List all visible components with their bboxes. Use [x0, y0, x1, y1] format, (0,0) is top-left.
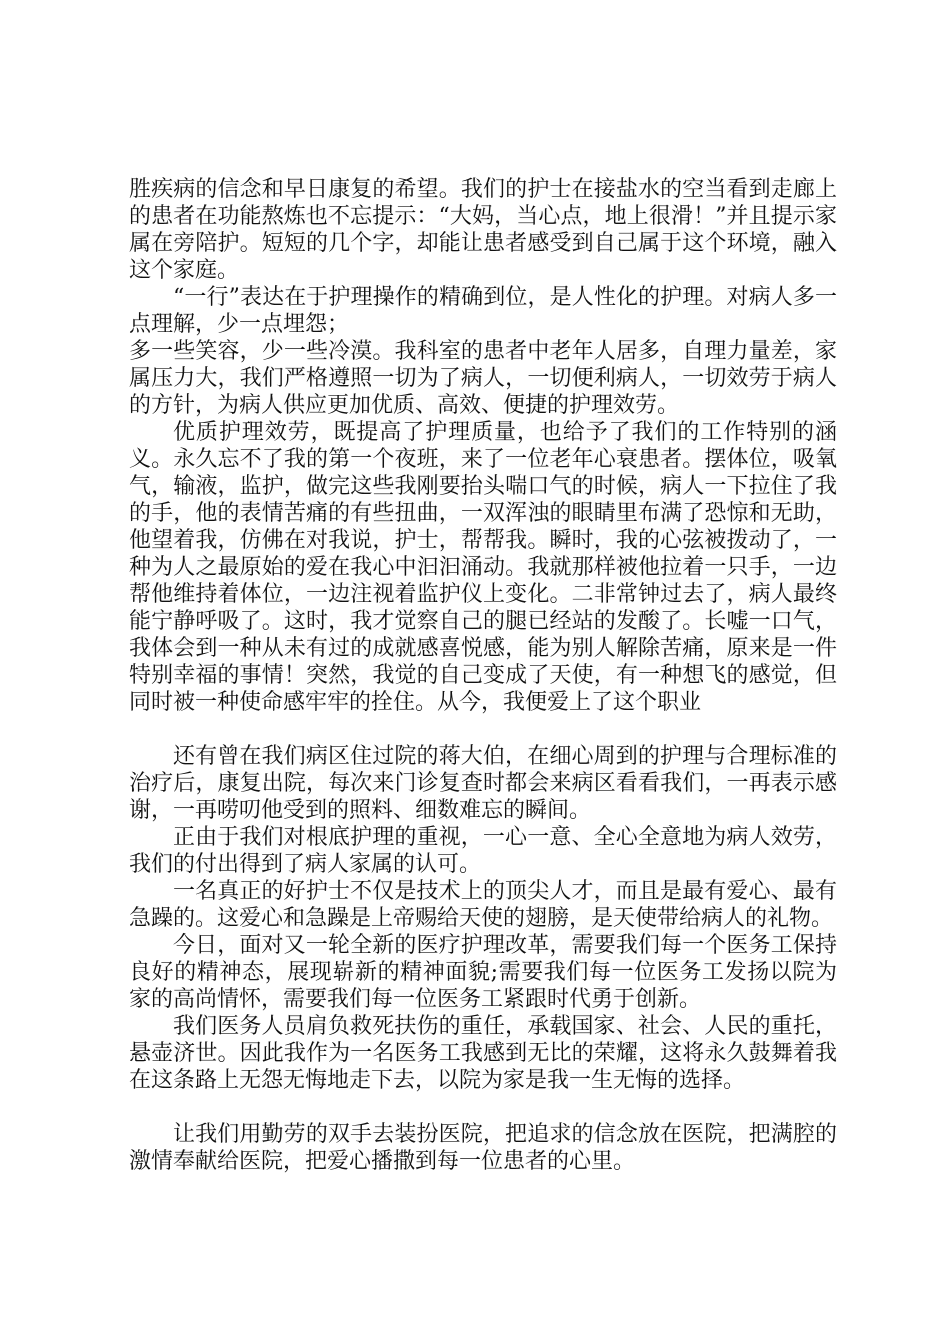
paragraph: 多一些笑容，少一些冷漠。我科室的患者中老年人居多，自理力量差，家属压力大，我们严格遵照一切为了病人，一切便利病人，一切效劳于病人的方针，为病人供应更加优质、高效、便捷的护理效劳。	[129, 339, 837, 418]
paragraph: 今日，面对又一轮全新的医疗护理改革，需要我们每一个医务工保持良好的精神态，展现崭新的精神面貌;需要我们每一位医务工发扬以院为家的高尚情怀，需要我们每一位医务工紧跟时代勇于创新。	[129, 933, 837, 1012]
paragraph: 还有曾在我们病区住过院的蒋大伯，在细心周到的护理与合理标准的治疗后，康复出院，每次来门诊复查时都会来病区看看我们，一再表示感谢，一再唠叨他受到的照料、细数难忘的瞬间。	[129, 744, 837, 823]
paragraph: 一名真正的好护士不仅是技术上的顶尖人才，而且是最有爱心、最有急躁的。这爱心和急躁是上帝赐给天使的翅膀，是天使带给病人的礼物。	[129, 879, 837, 931]
paragraph: 我们医务人员肩负救死扶伤的重任，承载国家、社会、人民的重托，悬壶济世。因此我作为一名医务工我感到无比的荣耀，这将永久鼓舞着我在这条路上无怨无悔地走下去，以院为家是我一生无悔的选择。	[129, 1014, 837, 1093]
document-body	[129, 176, 837, 1175]
paragraph: 正由于我们对根底护理的重视，一心一意、全心全意地为病人效劳，我们的付出得到了病人家属的认可。	[129, 825, 837, 877]
paragraph: 胜疾病的信念和早日康复的希望。我们的护士在接盐水的空当看到走廊上的患者在功能熬炼也不忘提示：“大妈，当心点，地上很滑！”并且提示家属在旁陪护。短短的几个字，却能让患者感受到自己属于这个环境，融入这个家庭。	[129, 177, 837, 283]
blank-line	[129, 1094, 837, 1121]
paragraph: “一行”表达在于护理操作的精确到位，是人性化的护理。对病人多一点理解，少一点埋怨；	[129, 285, 837, 337]
paragraph: 优质护理效劳，既提高了护理质量，也给予了我们的工作特别的涵义。永久忘不了我的第一个夜班，来了一位老年心衰患者。摆体位，吸氧气，输液，监护，做完这些我刚要抬头喘口气的时候，病人一下拉住了我的手，他的表情苦痛的有些扭曲，一双浑浊的眼睛里布满了恐惊和无助，他望着我，仿佛在对我说，护士，帮帮我。瞬时，我的心弦被拨动了，一种为人之最原始的爱在我心中汩汩涌动。我就那样被他拉着一只手，一边帮他维持着体位，一边注视着监护仪上变化。二非常钟过去了，病人最终能宁静呼吸了。这时，我才觉察自己的腿已经站的发酸了。长嘘一口气，我体会到一种从未有过的成就感喜悦感，能为别人解除苦痛，原来是一件特别幸福的事情！突然，我觉的自己变成了天使，有一种想飞的感觉，但同时被一种使命感牢牢的拴住。从今，我便爱上了这个职业	[129, 420, 837, 715]
paragraph: 让我们用勤劳的双手去装扮医院，把追求的信念放在医院，把满腔的激情奉献给医院，把爱心播撒到每一位患者的心里。	[129, 1122, 837, 1174]
blank-line	[129, 716, 837, 743]
